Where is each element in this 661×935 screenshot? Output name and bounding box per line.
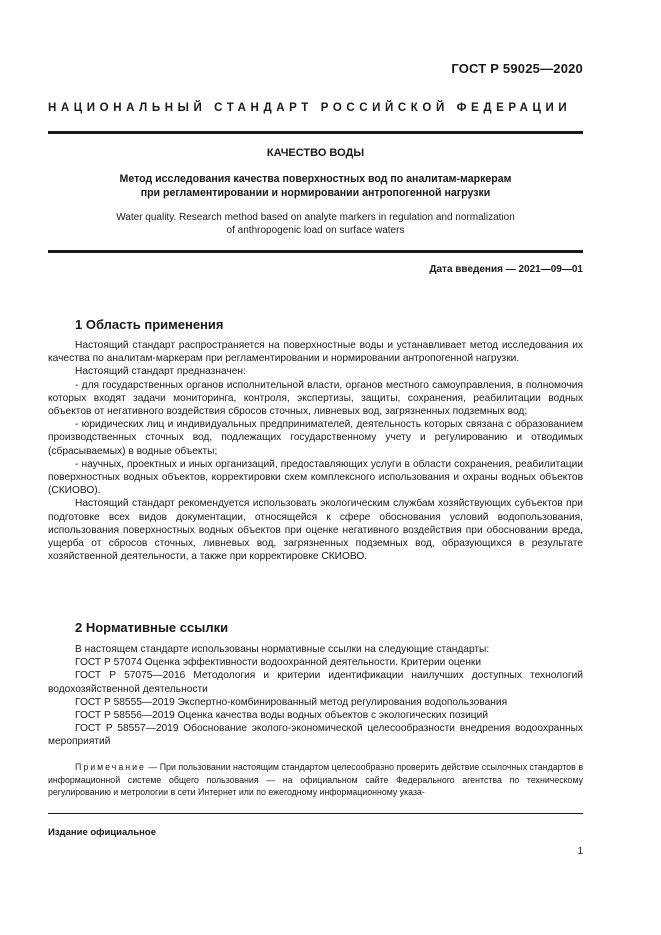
note-block [48, 761, 583, 799]
page-number: 1 [577, 846, 583, 857]
subtitle-russian [48, 172, 583, 200]
national-standard-title: НАЦИОНАЛЬНЫЙ СТАНДАРТ РОССИЙСКОЙ ФЕДЕРАЦИИ [48, 102, 572, 114]
paragraph: Настоящий стандарт распространяется на поверхностные воды и устанавливает метод исследования их качества по аналитам-маркерам при регламентировании и нормировании антропогенной нагрузки. [48, 340, 583, 365]
reference-item: ГОСТ Р 58555—2019 Экспертно-комбинированный метод регулирования водопользования [75, 696, 508, 708]
paragraph: Настоящий стандарт предназначен: [75, 366, 246, 378]
document-title: КАЧЕСТВО ВОДЫ [266, 147, 365, 159]
list-item: - юридических лиц и индивидуальных предпринимателей, деятельность которых связана с образованием производственных сточных вод, подлежащих государственному учету и регулированию и отводимых (сбрасываемых) в водные объекты; [48, 419, 583, 457]
note-text: — При пользовании настоящим стандартом целесообразно проверить действие ссылочных стандартов в информационной системе общего пользования — на официальном сайте Федерального агентства по техническому регулированию и метрологии в сети Интернет или по ежегодному информационному указа- [48, 762, 583, 798]
reference-item: ГОСТ Р 57075—2016 Методология и критерии идентификации наилучших доступных технологий водохозяйственной деятельности [48, 670, 583, 695]
reference-item: ГОСТ Р 58557—2019 Обоснование эколого-экономической целесообразности внедрения водоохранных мероприятий [48, 723, 583, 748]
list-item: - для государственных органов исполнительной власти, органов местного самоуправления, в полномочия которых входят задачи мониторинга, контроля, экспертизы, защиты, сохранения, реабилитации водных объектов от негативного воздействия сбросов сточных, ливневых вод, загрязненных подземных вод; [48, 379, 583, 418]
title-rule [48, 250, 583, 253]
note-paragraph [48, 761, 583, 799]
section-1-heading: 1 Область применения [75, 317, 224, 332]
section-2-heading: 2 Нормативные ссылки [75, 620, 229, 635]
edition-label: Издание официальное [48, 827, 156, 838]
subtitle-ru-line-2: при регламентировании и нормировании антропогенной нагрузки [140, 187, 491, 199]
section-2-body [48, 643, 583, 749]
footer-rule [48, 813, 583, 814]
introduction-date: Дата введения — 2021—09—01 [429, 264, 583, 275]
reference-item: ГОСТ Р 57074 Оценка эффективности водоохранной деятельности. Критерии оценки [75, 657, 482, 669]
list-item: - научных, проектных и иных организаций, предоставляющих услуги в области сохранения, реабилитации поверхностных водных объектов, корректировки схем комплексного использования и охраны водных объектов (СКИОВО). [48, 458, 583, 497]
section-1-body [48, 339, 583, 563]
subtitle-english [48, 211, 583, 237]
subtitle-en-line-2: of anthropogenic load on surface waters [226, 225, 405, 236]
paragraph: В настоящем стандарте использованы нормативные ссылки на следующие стандарты: [75, 644, 490, 655]
note-label: Примечание [75, 762, 146, 772]
subtitle-ru-line-1: Метод исследования качества поверхностных вод по аналитам-маркерам [119, 173, 512, 185]
header-rule [48, 131, 583, 134]
subtitle-en-line-1: Water quality. Research method based on analyte markers in regulation and normalization [116, 212, 515, 223]
standard-number: ГОСТ Р 59025—2020 [451, 61, 583, 76]
reference-item: ГОСТ Р 58556—2019 Оценка качества воды водных объектов с экологических позиций [75, 710, 489, 722]
paragraph: Настоящий стандарт рекомендуется использовать экологическим службам хозяйствующих субъектов при подготовке всех видов документации, относящейся к сфере обоснования условий водопользования, использования поверхностных водных объектов при оценке негативного воздействия при обосновании вреда, ущерба от сбросов сточных, ливневых вод, загрязненных подземных вод, образующихся в результате хозяйственной деятельности, а также при корректировке СКИОВО. [48, 498, 583, 563]
